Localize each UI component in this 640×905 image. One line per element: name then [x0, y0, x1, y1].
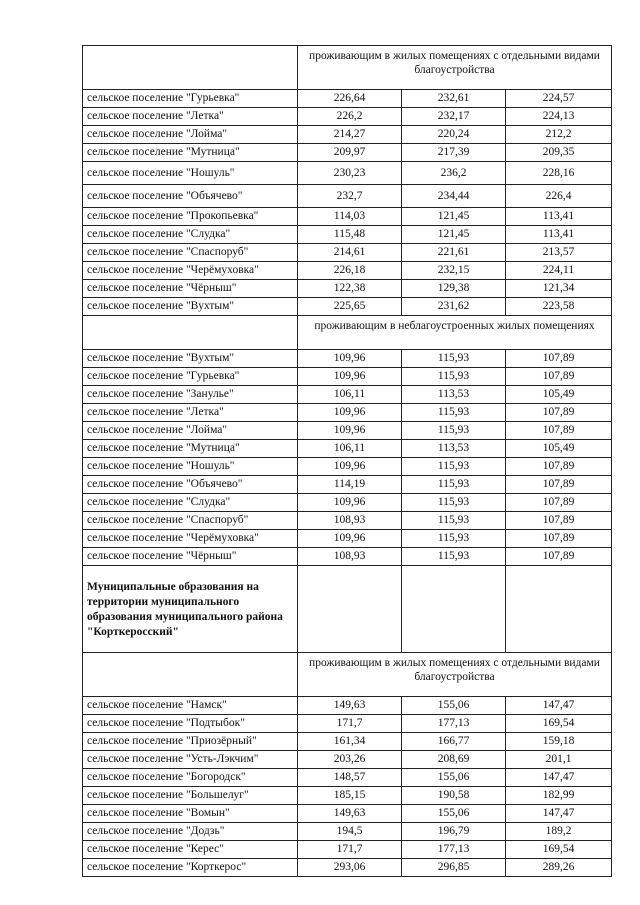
tariff-value-2: 232,15 [402, 262, 506, 280]
tariff-value-3: 107,89 [506, 494, 612, 512]
tariff-value-1: 226,64 [298, 90, 402, 108]
tariff-value-2: 115,93 [402, 512, 506, 530]
tariff-value-3: 107,89 [506, 458, 612, 476]
tariff-value-1: 114,03 [298, 208, 402, 226]
settlement-name: сельское поселение "Вухтым" [83, 298, 298, 316]
settlement-name: сельское поселение "Объячево" [83, 476, 298, 494]
tariff-value-2: 129,38 [402, 280, 506, 298]
tariff-value-2: 113,53 [402, 440, 506, 458]
empty-cell [83, 46, 298, 90]
tariff-value-3: 121,34 [506, 280, 612, 298]
tariff-value-1: 293,06 [298, 859, 402, 877]
tariff-value-2: 296,85 [402, 859, 506, 877]
tariff-value-1: 106,11 [298, 440, 402, 458]
tariff-value-1: 115,48 [298, 226, 402, 244]
tariff-value-1: 109,96 [298, 404, 402, 422]
tariff-value-3: 189,2 [506, 823, 612, 841]
tariff-value-1: 214,27 [298, 126, 402, 144]
tariff-value-3: 223,58 [506, 298, 612, 316]
tariff-value-2: 155,06 [402, 805, 506, 823]
tariff-value-2: 155,06 [402, 697, 506, 715]
tariff-value-1: 122,38 [298, 280, 402, 298]
tariff-value-2: 113,53 [402, 386, 506, 404]
empty-cell [506, 566, 612, 653]
empty-cell [402, 566, 506, 653]
tariff-value-3: 147,47 [506, 769, 612, 787]
tariff-value-2: 220,24 [402, 126, 506, 144]
tariff-value-2: 232,61 [402, 90, 506, 108]
tariff-value-2: 115,93 [402, 458, 506, 476]
tariff-value-3: 169,54 [506, 715, 612, 733]
tariff-value-3: 107,89 [506, 548, 612, 566]
tariff-value-2: 115,93 [402, 404, 506, 422]
settlement-name: сельское поселение "Объячево" [83, 185, 298, 208]
tariff-value-3: 289,26 [506, 859, 612, 877]
tariff-value-3: 107,89 [506, 404, 612, 422]
tariff-value-3: 147,47 [506, 805, 612, 823]
tariff-value-2: 115,93 [402, 350, 506, 368]
tariff-value-3: 107,89 [506, 350, 612, 368]
table-row [83, 841, 612, 859]
table-row [83, 769, 612, 787]
tariff-value-3: 107,89 [506, 530, 612, 548]
settlement-name: сельское поселение "Летка" [83, 108, 298, 126]
settlement-name: сельское поселение "Спаспоруб" [83, 244, 298, 262]
tariff-value-2: 177,13 [402, 841, 506, 859]
tariff-value-1: 148,57 [298, 769, 402, 787]
tariff-value-3: 113,41 [506, 226, 612, 244]
settlement-name: сельское поселение "Ношуль" [83, 162, 298, 185]
tariff-value-1: 209,97 [298, 144, 402, 162]
table-row [83, 144, 612, 162]
table-row [83, 208, 612, 226]
settlement-name: сельское поселение "Спаспоруб" [83, 512, 298, 530]
tariff-value-1: 109,96 [298, 368, 402, 386]
tariff-value-1: 203,26 [298, 751, 402, 769]
table-row [83, 733, 612, 751]
table-row [83, 244, 612, 262]
tariff-value-1: 226,18 [298, 262, 402, 280]
tariff-value-1: 214,61 [298, 244, 402, 262]
tariff-value-3: 213,57 [506, 244, 612, 262]
tariff-value-1: 171,7 [298, 715, 402, 733]
tariff-value-2: 155,06 [402, 769, 506, 787]
table-row [83, 530, 612, 548]
settlement-name: сельское поселение "Чёрныш" [83, 548, 298, 566]
table-row [83, 697, 612, 715]
settlement-name: сельское поселение "Приозёрный" [83, 733, 298, 751]
settlement-name: сельское поселение "Мутница" [83, 440, 298, 458]
tariff-value-1: 109,96 [298, 350, 402, 368]
table-row [83, 476, 612, 494]
section-header: проживающим в жилых помещениях с отдельными видами благоустройства [298, 653, 612, 697]
tariff-value-3: 105,49 [506, 440, 612, 458]
tariff-value-1: 171,7 [298, 841, 402, 859]
tariff-value-1: 106,11 [298, 386, 402, 404]
section-header-row [83, 653, 612, 697]
table-row [83, 715, 612, 733]
settlement-name: сельское поселение "Керес" [83, 841, 298, 859]
settlement-name: сельское поселение "Подтыбок" [83, 715, 298, 733]
section-header-row [83, 316, 612, 350]
table-row [83, 262, 612, 280]
section-header-row [83, 46, 612, 90]
municipality-row [83, 566, 612, 653]
table-row [83, 859, 612, 877]
tariff-value-1: 109,96 [298, 458, 402, 476]
settlement-name: сельское поселение "Лойма" [83, 422, 298, 440]
tariff-value-1: 149,63 [298, 805, 402, 823]
table-row [83, 226, 612, 244]
tariff-value-1: 108,93 [298, 548, 402, 566]
settlement-name: сельское поселение "Вомын" [83, 805, 298, 823]
municipality-label: Муниципальные образования на территории муниципального образования муниципального района "Корткеросский" [83, 566, 298, 653]
tariff-value-1: 225,65 [298, 298, 402, 316]
settlement-name: сельское поселение "Летка" [83, 404, 298, 422]
tariff-value-2: 231,62 [402, 298, 506, 316]
tariff-value-2: 121,45 [402, 208, 506, 226]
tariff-value-3: 182,99 [506, 787, 612, 805]
tariff-value-3: 107,89 [506, 512, 612, 530]
table-row [83, 368, 612, 386]
table-row [83, 185, 612, 208]
table-row [83, 512, 612, 530]
tariff-value-3: 226,4 [506, 185, 612, 208]
settlement-name: сельское поселение "Черёмуховка" [83, 262, 298, 280]
settlement-name: сельское поселение "Прокопьевка" [83, 208, 298, 226]
settlement-name: сельское поселение "Корткерос" [83, 859, 298, 877]
tariff-value-1: 109,96 [298, 494, 402, 512]
tariff-value-3: 107,89 [506, 368, 612, 386]
tariff-value-3: 201,1 [506, 751, 612, 769]
settlement-name: сельское поселение "Вухтым" [83, 350, 298, 368]
tariff-value-2: 236,2 [402, 162, 506, 185]
tariff-value-3: 159,18 [506, 733, 612, 751]
settlement-name: сельское поселение "Занулье" [83, 386, 298, 404]
tariff-value-2: 232,17 [402, 108, 506, 126]
tariff-value-1: 226,2 [298, 108, 402, 126]
empty-cell [83, 653, 298, 697]
tariff-value-1: 232,7 [298, 185, 402, 208]
tariff-value-2: 177,13 [402, 715, 506, 733]
table-row [83, 350, 612, 368]
settlement-name: сельское поселение "Черёмуховка" [83, 530, 298, 548]
tariff-value-2: 217,39 [402, 144, 506, 162]
tariff-value-3: 224,11 [506, 262, 612, 280]
table-row [83, 126, 612, 144]
tariff-value-3: 107,89 [506, 422, 612, 440]
table-row [83, 90, 612, 108]
settlement-name: сельское поселение "Богородск" [83, 769, 298, 787]
table-row [83, 108, 612, 126]
table-row [83, 386, 612, 404]
tariff-value-3: 212,2 [506, 126, 612, 144]
settlement-name: сельское поселение "Намск" [83, 697, 298, 715]
tariff-value-2: 115,93 [402, 422, 506, 440]
tariff-value-3: 169,54 [506, 841, 612, 859]
tariff-table-body [83, 46, 612, 877]
table-row [83, 494, 612, 512]
table-row [83, 162, 612, 185]
tariff-value-2: 115,93 [402, 368, 506, 386]
tariff-value-3: 147,47 [506, 697, 612, 715]
tariff-value-2: 196,79 [402, 823, 506, 841]
settlement-name: сельское поселение "Ношуль" [83, 458, 298, 476]
settlement-name: сельское поселение "Большелуг" [83, 787, 298, 805]
tariff-value-1: 149,63 [298, 697, 402, 715]
table-row [83, 787, 612, 805]
table-row [83, 805, 612, 823]
settlement-name: сельское поселение "Додзь" [83, 823, 298, 841]
empty-cell [298, 566, 402, 653]
tariff-value-3: 224,13 [506, 108, 612, 126]
tariff-value-1: 108,93 [298, 512, 402, 530]
tariff-value-1: 194,5 [298, 823, 402, 841]
table-row [83, 458, 612, 476]
tariff-value-2: 115,93 [402, 494, 506, 512]
table-row [83, 751, 612, 769]
tariff-value-3: 105,49 [506, 386, 612, 404]
section-header: проживающим в жилых помещениях с отдельными видами благоустройства [298, 46, 612, 90]
section-header: проживающим в неблагоустроенных жилых помещениях [298, 316, 612, 350]
table-row [83, 280, 612, 298]
tariff-value-1: 109,96 [298, 422, 402, 440]
settlement-name: сельское поселение "Лойма" [83, 126, 298, 144]
tariff-value-3: 224,57 [506, 90, 612, 108]
empty-cell [83, 316, 298, 350]
tariff-value-1: 114,19 [298, 476, 402, 494]
settlement-name: сельское поселение "Слудка" [83, 226, 298, 244]
tariff-table [82, 45, 612, 877]
table-row [83, 823, 612, 841]
tariff-value-3: 228,16 [506, 162, 612, 185]
tariff-value-3: 209,35 [506, 144, 612, 162]
settlement-name: сельское поселение "Гурьевка" [83, 368, 298, 386]
table-row [83, 440, 612, 458]
tariff-value-1: 185,15 [298, 787, 402, 805]
tariff-value-2: 221,61 [402, 244, 506, 262]
tariff-value-2: 234,44 [402, 185, 506, 208]
tariff-value-3: 113,41 [506, 208, 612, 226]
table-row [83, 422, 612, 440]
tariff-value-1: 109,96 [298, 530, 402, 548]
tariff-value-3: 107,89 [506, 476, 612, 494]
settlement-name: сельское поселение "Гурьевка" [83, 90, 298, 108]
tariff-value-2: 190,58 [402, 787, 506, 805]
tariff-value-2: 115,93 [402, 530, 506, 548]
table-row [83, 404, 612, 422]
tariff-value-1: 161,34 [298, 733, 402, 751]
table-row [83, 298, 612, 316]
tariff-value-2: 208,69 [402, 751, 506, 769]
tariff-value-2: 166,77 [402, 733, 506, 751]
settlement-name: сельское поселение "Мутница" [83, 144, 298, 162]
tariff-value-2: 115,93 [402, 476, 506, 494]
tariff-value-1: 230,23 [298, 162, 402, 185]
settlement-name: сельское поселение "Усть-Лэкчим" [83, 751, 298, 769]
table-row [83, 548, 612, 566]
tariff-value-2: 115,93 [402, 548, 506, 566]
settlement-name: сельское поселение "Слудка" [83, 494, 298, 512]
tariff-value-2: 121,45 [402, 226, 506, 244]
settlement-name: сельское поселение "Чёрныш" [83, 280, 298, 298]
